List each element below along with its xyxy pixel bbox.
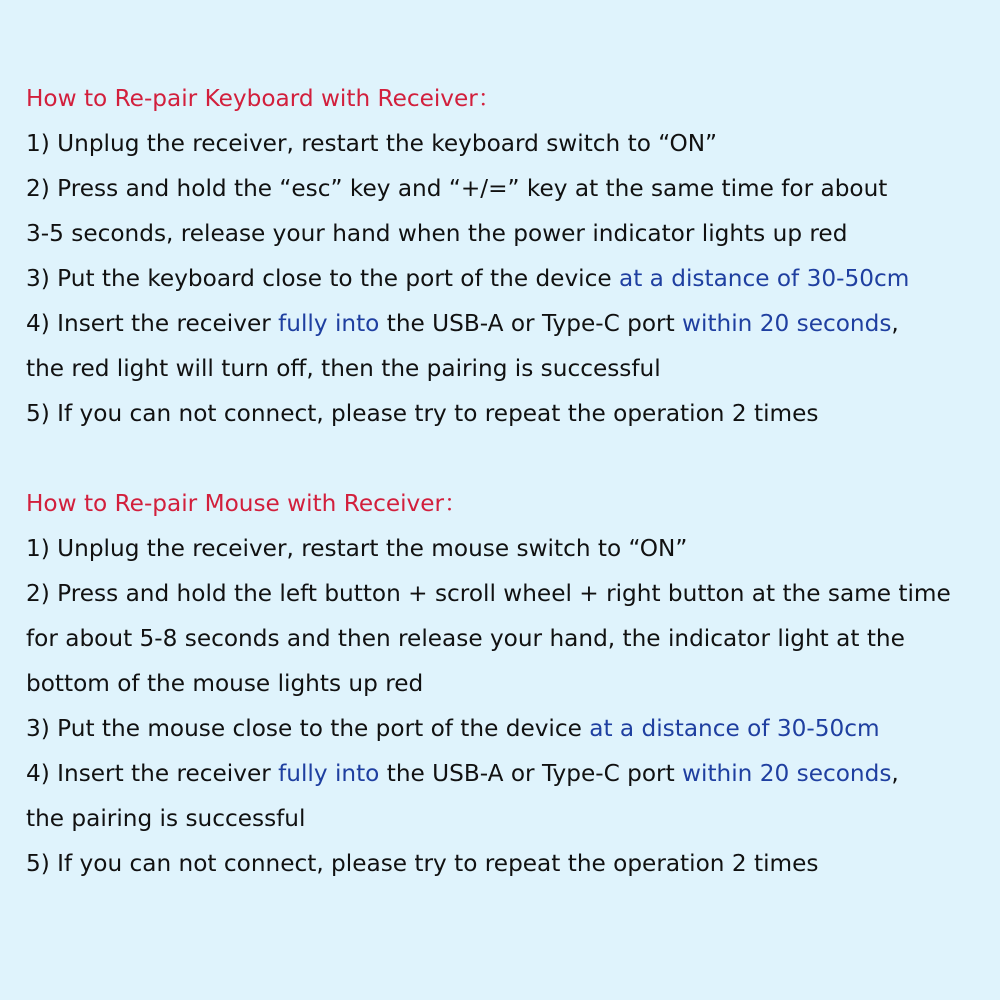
mouse-step-4-text-b: the USB-A or Type-C port: [379, 760, 683, 787]
mouse-step-2-line-2: for about 5-8 seconds and then release your hand, the indicator light at the: [26, 625, 905, 652]
keyboard-step-4-text-b: the USB-A or Type-C port: [379, 310, 683, 337]
keyboard-step-1: 1) Unplug the receiver, restart the keyboard switch to “ON”: [26, 130, 718, 157]
mouse-step-2-line-3: bottom of the mouse lights up red: [26, 670, 424, 697]
mouse-step-4-fully-into-highlight: fully into: [278, 760, 380, 787]
mouse-step-3: [26, 706, 986, 751]
keyboard-step-3-text: 3) Put the keyboard close to the port of the device: [26, 265, 619, 292]
keyboard-step-2-line-2: 3-5 seconds, release your hand when the power indicator lights up red: [26, 220, 848, 247]
mouse-step-4-line-1: [26, 751, 986, 796]
keyboard-section-heading: How to Re-pair Keyboard with Receiver：: [26, 85, 502, 112]
keyboard-step-4-text-a: 4) Insert the receiver: [26, 310, 279, 337]
keyboard-step-4-text-c: ,: [891, 310, 899, 337]
mouse-step-5: 5) If you can not connect, please try to repeat the operation 2 times: [26, 850, 819, 877]
keyboard-step-4-line-1: [26, 301, 986, 346]
mouse-step-2-line-1: 2) Press and hold the left button + scroll wheel + right button at the same time: [26, 580, 951, 607]
mouse-pairing-section: [26, 481, 986, 886]
keyboard-step-2-line-1: 2) Press and hold the “esc” key and “+/=” key at the same time for about: [26, 175, 888, 202]
mouse-step-4-text-a: 4) Insert the receiver: [26, 760, 279, 787]
keyboard-step-3-distance-highlight: at a distance of 30-50cm: [619, 265, 910, 292]
mouse-step-1: 1) Unplug the receiver, restart the mouse switch to “ON”: [26, 535, 688, 562]
keyboard-step-5: 5) If you can not connect, please try to repeat the operation 2 times: [26, 400, 819, 427]
mouse-section-heading: How to Re-pair Mouse with Receiver：: [26, 490, 468, 517]
mouse-step-4-time-highlight: within 20 seconds: [682, 760, 892, 787]
keyboard-step-4-fully-into-highlight: fully into: [278, 310, 380, 337]
mouse-step-4-text-c: ,: [891, 760, 899, 787]
keyboard-pairing-section: [26, 76, 986, 436]
mouse-step-3-text: 3) Put the mouse close to the port of the device: [26, 715, 590, 742]
keyboard-step-4-line-2: the red light will turn off, then the pairing is successful: [26, 355, 661, 382]
keyboard-step-4-time-highlight: within 20 seconds: [682, 310, 892, 337]
keyboard-step-3: [26, 256, 986, 301]
mouse-step-3-distance-highlight: at a distance of 30-50cm: [589, 715, 880, 742]
mouse-step-4-line-2: the pairing is successful: [26, 805, 306, 832]
